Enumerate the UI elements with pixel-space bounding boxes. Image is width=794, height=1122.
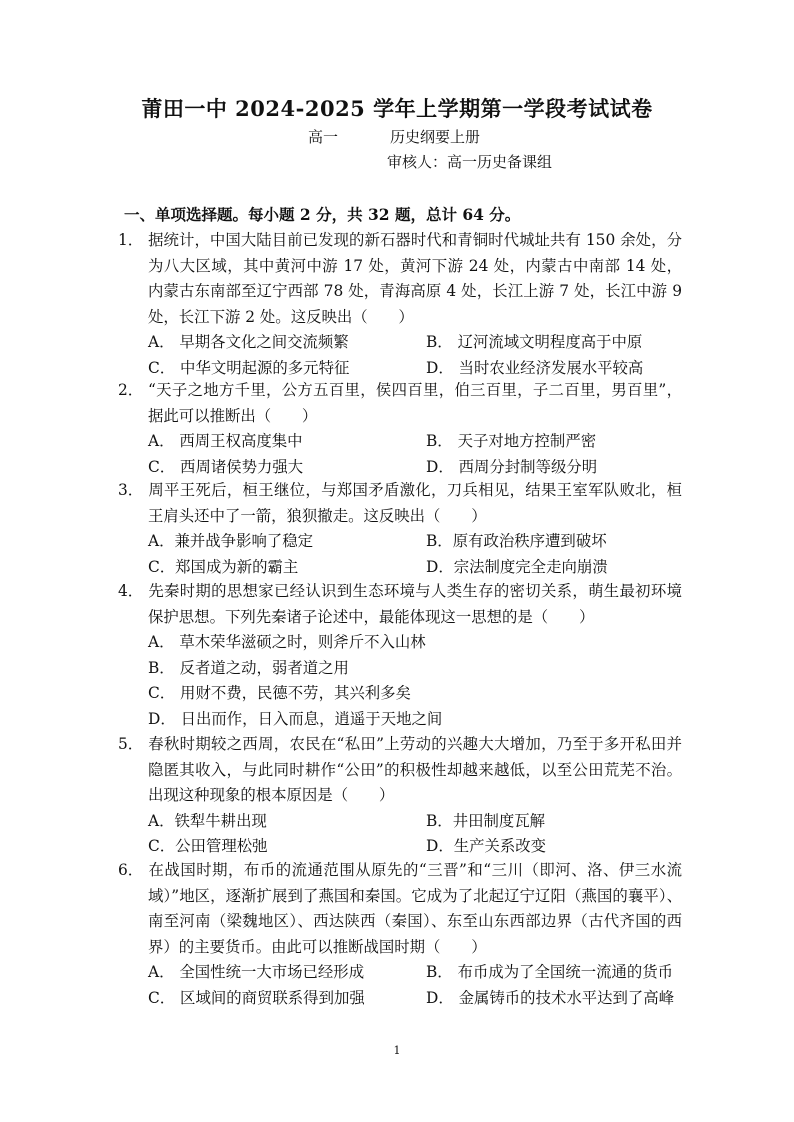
option-a: A． 全国性统一大市场已经形成: [148, 963, 365, 981]
option-c: C． 西周诸侯势力强大: [148, 457, 304, 476]
question-text: 春秋时期较之西周，农民在“私田”上劳动的兴趣大大增加，乃至于多开私田并隐匿其收入，与此同时耕作“公田”的积极性却越来越低，以至公田荒芜不治。出现这种现象的根本原因是（ ）: [148, 735, 682, 804]
option-b: B． 辽河流域文明程度高于中原: [426, 333, 643, 351]
question-text: 据统计，中国大陆目前已发现的新石器时代和青铜时代城址共有 150 余处，分为八大区域，其中黄河中游 17 处，黄河下游 24 处，内蒙古中南部 14 处，内蒙古东南部至辽宁西部 78 处，青海高原 4 处，长江上游 7 处，长江中游 9 处，长江下游 2 处。这反映出（ ）: [148, 231, 682, 326]
options: [148, 529, 682, 580]
option-c: C． 用财不费，民德不劳，其兴利多矣: [148, 684, 411, 702]
question-stem: [118, 378, 682, 429]
grade-label: 高一: [308, 128, 339, 146]
question-6: [118, 858, 682, 1011]
option-a: A．兼并战争影响了稳定: [148, 532, 314, 550]
question-number: 4．: [118, 582, 144, 600]
option-b: B．原有政治秩序遭到破坏: [426, 532, 607, 550]
option-c: C． 中华文明起源的多元特征: [148, 358, 350, 377]
option-a: A． 西周王权高度集中: [148, 432, 303, 450]
question-stem: [118, 228, 682, 330]
option-d: D． 金属铸币的技术水平达到了高峰: [426, 988, 675, 1007]
question-5: [118, 732, 682, 860]
option-b: B． 反者道之动，弱者道之用: [148, 658, 349, 677]
exam-subtitle: [308, 126, 480, 147]
option-c: C．郑国成为新的霸主: [148, 557, 299, 576]
options: [148, 809, 682, 860]
section-title: 一、单项选择题。每小题 2 分，共 32 题，总计 64 分。: [124, 205, 521, 224]
reviewer-label: 审核人：高一历史备课组: [387, 153, 553, 171]
option-b: B．井田制度瓦解: [426, 811, 546, 830]
options: [148, 630, 682, 732]
question-stem: [118, 732, 682, 809]
option-c: C．公田管理松弛: [148, 837, 268, 855]
option-a: A．铁犁牛耕出现: [148, 811, 267, 830]
option-b: B． 布币成为了全国统一流通的货币: [426, 963, 674, 981]
option-d: D．生产关系改变: [426, 837, 547, 855]
option-d: D． 西周分封制等级分明: [426, 457, 598, 476]
subject-label: 历史纲要上册: [390, 128, 481, 146]
question-text: “天子之地方千里，公方五百里，侯四百里，伯三百里，子二百里，男百里”，据此可以推断出（ ）: [148, 381, 682, 425]
option-b: B． 天子对地方控制严密: [426, 432, 597, 450]
options: [148, 960, 682, 1011]
option-d: D． 当时农业经济发展水平较高: [426, 358, 644, 377]
options: [148, 429, 682, 480]
question-number: 5．: [118, 735, 144, 753]
question-3: [118, 478, 682, 580]
option-d: D． 日出而作，日入而息，逍遥于天地之间: [148, 709, 443, 728]
question-stem: [118, 579, 682, 630]
question-4: [118, 579, 682, 732]
question-text: 先秦时期的思想家已经认识到生态环境与人类生存的密切关系，萌生最初环境保护思想。下列先秦诸子论述中，最能体现这一思想的是（ ）: [148, 582, 682, 626]
page-number: 1: [393, 1044, 401, 1057]
question-number: 1．: [118, 231, 144, 249]
question-text: 周平王死后，桓王继位，与郑国矛盾激化，刀兵相见，结果王室军队败北，桓王肩头还中了一箭，狼狈撤走。这反映出（ ）: [148, 481, 682, 525]
question-2: [118, 378, 682, 480]
option-d: D．宗法制度完全走向崩溃: [426, 557, 608, 576]
option-a: A． 早期各文化之间交流频繁: [148, 333, 349, 351]
options: [148, 330, 682, 381]
question-stem: [118, 858, 682, 960]
question-1: [118, 228, 682, 381]
question-number: 2．: [118, 381, 144, 399]
option-c: C． 区域间的商贸联系得到加强: [148, 988, 365, 1007]
question-text: 在战国时期，布币的流通范围从原先的“三晋”和“三川（即河、洛、伊三水流域）”地区，逐渐扩展到了燕国和秦国。它成为了北起辽宁辽阳（燕国的襄平）、南至河南（梁魏地区）、西达陕西（秦国）、东至山东西部边界（古代齐国的西界）的主要货币。由此可以推断战国时期（ ）: [148, 861, 682, 956]
exam-title: 莆田一中 2024-2025 学年上学期第一学段考试试卷: [141, 96, 653, 121]
option-a: A． 草木荣华滋硕之时，则斧斤不入山林: [148, 633, 426, 651]
question-number: 6．: [118, 861, 144, 879]
question-number: 3．: [118, 481, 144, 499]
question-stem: [118, 478, 682, 529]
